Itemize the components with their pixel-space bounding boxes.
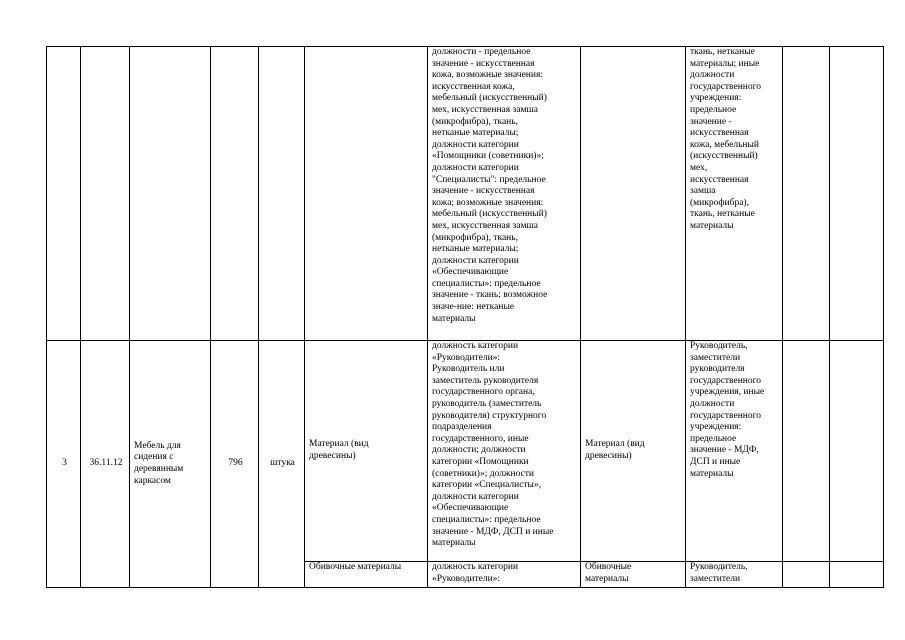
cell-justification <box>783 562 830 588</box>
cell-characteristic: Материал (вид древесины) <box>305 341 428 562</box>
cell-justification <box>783 47 830 341</box>
cell-number: 3 <box>47 341 81 588</box>
cell-agency-characteristic: Обивочные материалы <box>581 562 686 588</box>
cell-requirement-value: должность категории «Руководители»: Руководитель или заместитель руководителя государственного органа, руководитель (заместитель руководителя) структурного подразделения государственного, иные должности; должности категории «Помощники (советники)»; должности категории «Специалисты», должности категории «Обеспечивающие специалисты»: предельное значение - МДФ, ДСП и иные материалы <box>428 341 581 562</box>
cell-requirement-value: должность категории «Руководители»: <box>428 562 581 588</box>
cell-okei-code: 796 <box>211 341 259 588</box>
cell-unit <box>259 47 305 341</box>
cell-requirement-value: должности - предельное значение - искусственная кожа, возможные значения: искусственная кожа, мебельный (искусственный) мех, искусственная замша (микрофибра), ткань, нетканые материалы; должности категории «Помощники (советники)»; должности категории "Специалисты": предельное значение - искусственная кожа; возможные значения: мебельный (искусственный) мех, искусственная замша (микрофибра), ткань, нетканые материалы; должности категории «Обеспечивающие специалисты»: предельное значение - ткань; возможное значе-ние: нетканые материалы <box>428 47 581 341</box>
cell-agency-value: Руководитель, заместители руководителя государственного учреждения, иные должности государственного учреждения: предельное значение - МДФ, ДСП и иные материалы <box>686 341 783 562</box>
cell-characteristic: Обивочные материалы <box>305 562 428 588</box>
cell-agency-value: Руководитель, заместители <box>686 562 783 588</box>
cell-justification <box>783 341 830 562</box>
cell-agency-characteristic: Материал (вид древесины) <box>581 341 686 562</box>
cell-name: Мебель для сидения с деревянным каркасом <box>130 341 211 588</box>
cell-function <box>830 47 884 341</box>
cell-characteristic <box>305 47 428 341</box>
cell-okpd-code: 36.11.12 <box>81 341 130 588</box>
table-row-item <box>47 341 884 562</box>
cell-okpd-code <box>81 47 130 341</box>
cell-okei-code <box>211 47 259 341</box>
cell-unit: штука <box>259 341 305 588</box>
requirements-table <box>46 46 884 588</box>
cell-agency-characteristic <box>581 47 686 341</box>
cell-name <box>130 47 211 341</box>
cell-function <box>830 341 884 562</box>
table-row-continued <box>47 47 884 341</box>
cell-agency-value: ткань, нетканые материалы; иные должности государственного учреждения: предельное значение - искусственная кожа, мебельный (искусственный) мех, искусственная замша (микрофибра), ткань, нетканые материалы <box>686 47 783 341</box>
cell-function <box>830 562 884 588</box>
cell-number <box>47 47 81 341</box>
